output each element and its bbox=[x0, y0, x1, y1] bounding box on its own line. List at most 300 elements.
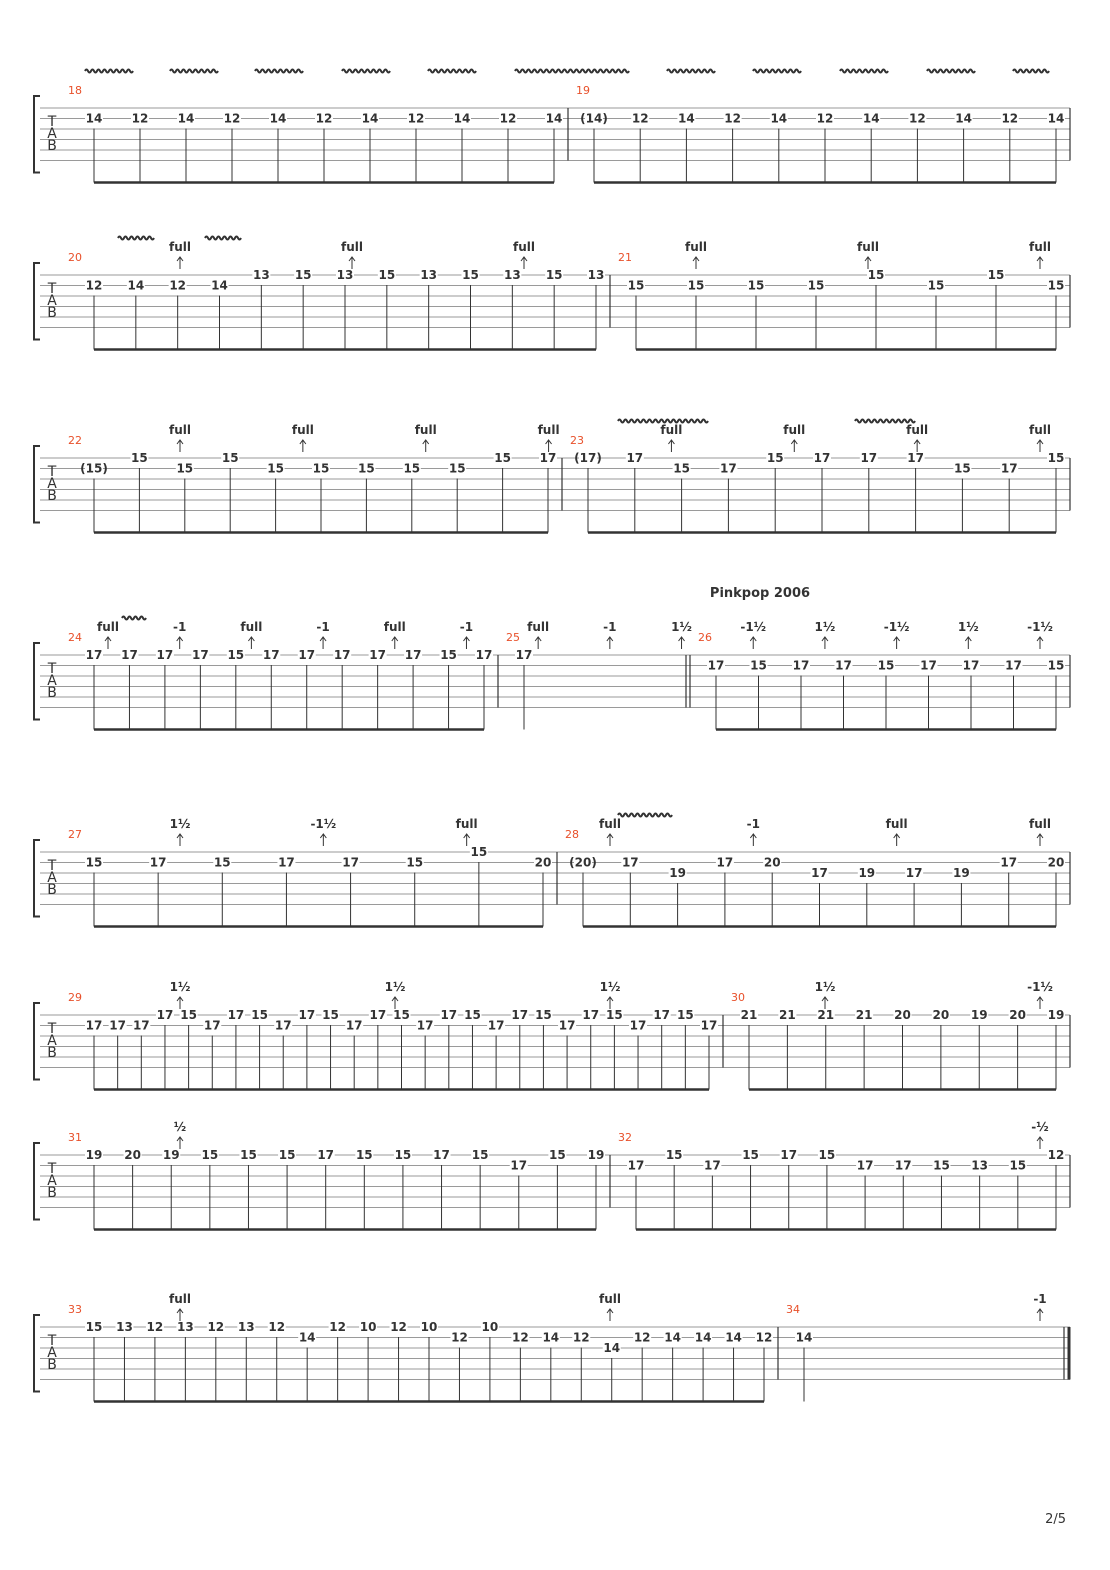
bend-label: full bbox=[906, 423, 929, 437]
fret-number: 15 bbox=[535, 1008, 552, 1022]
tab-clef-letter: B bbox=[47, 138, 57, 154]
fret-number: 12 bbox=[207, 1320, 225, 1334]
fret-number: 17 bbox=[813, 451, 831, 465]
fret-number: 14 bbox=[603, 1341, 621, 1355]
fret-number: 17 bbox=[707, 658, 725, 673]
fret-number: 15 bbox=[606, 1008, 623, 1022]
vibrato-mark bbox=[753, 70, 801, 73]
fret-number: 17 bbox=[192, 648, 209, 662]
fret-number: 12 bbox=[499, 111, 517, 126]
bend-arrow bbox=[1037, 1137, 1043, 1149]
bend-arrow bbox=[607, 637, 613, 649]
fret-number: 15 bbox=[406, 855, 424, 870]
system-bracket bbox=[34, 1003, 40, 1080]
fret-number: 13 bbox=[116, 1320, 133, 1334]
bend-label: 1½ bbox=[384, 980, 406, 994]
fret-number: (15) bbox=[80, 461, 108, 476]
fret-number: 15 bbox=[987, 268, 1005, 282]
tab-clef-letter: B bbox=[47, 882, 57, 898]
fret-number: 17 bbox=[720, 461, 737, 476]
bend-label: full bbox=[1029, 423, 1051, 437]
fret-number: 12 bbox=[169, 278, 187, 293]
bend-label: full bbox=[660, 423, 683, 437]
bend-arrow bbox=[177, 257, 183, 269]
tab-clef-letter: A bbox=[47, 1173, 57, 1189]
bend-label: 1½ bbox=[957, 620, 979, 634]
tab-clef-letter: T bbox=[47, 464, 57, 480]
bend-label: full bbox=[240, 620, 263, 634]
fret-number: 17 bbox=[317, 1148, 335, 1162]
bend-label: full bbox=[685, 240, 707, 254]
fret-number: 17 bbox=[85, 1018, 103, 1033]
bend-label: -1½ bbox=[883, 620, 910, 634]
tab-clef-letter: T bbox=[47, 1333, 57, 1349]
tab-clef-letter: B bbox=[47, 1185, 57, 1201]
fret-number: 15 bbox=[394, 1148, 412, 1162]
fret-number: 12 bbox=[1047, 1148, 1065, 1162]
bend-label: -1½ bbox=[1027, 980, 1053, 994]
fret-number: 12 bbox=[85, 278, 103, 293]
bend-label: 1½ bbox=[169, 980, 191, 994]
fret-number: 17 bbox=[298, 1008, 316, 1022]
fret-number: 14 bbox=[795, 1330, 813, 1345]
fret-number: 17 bbox=[404, 648, 422, 662]
fret-number: 15 bbox=[403, 461, 421, 476]
tab-clef-letter: T bbox=[47, 661, 57, 677]
bend-label: full bbox=[1029, 817, 1051, 831]
fret-number: 17 bbox=[558, 1018, 576, 1033]
bend-arrow bbox=[423, 440, 429, 452]
fret-number: 17 bbox=[1000, 461, 1018, 476]
tab-clef-letter: T bbox=[47, 281, 57, 297]
bar-number: 20 bbox=[68, 251, 82, 264]
fret-number: 15 bbox=[1047, 658, 1065, 673]
fret-number: 15 bbox=[933, 1158, 950, 1173]
fret-number: 17 bbox=[227, 1008, 245, 1022]
fret-number: 15 bbox=[240, 1148, 257, 1162]
fret-number: 15 bbox=[742, 1148, 759, 1162]
bar-number: 18 bbox=[68, 84, 82, 97]
fret-number: 17 bbox=[262, 648, 280, 662]
bend-label: 1½ bbox=[169, 817, 191, 831]
fret-number: 21 bbox=[740, 1008, 758, 1022]
fret-number: 15 bbox=[470, 845, 488, 859]
fret-number: 12 bbox=[223, 111, 241, 126]
fret-number: 14 bbox=[678, 111, 695, 126]
fret-number: 15 bbox=[750, 658, 767, 673]
fret-number: 12 bbox=[909, 111, 926, 126]
page-number: 2/5 bbox=[1045, 1512, 1066, 1527]
tab-system bbox=[34, 420, 1070, 533]
bend-arrow bbox=[607, 834, 613, 846]
fret-number: (14) bbox=[580, 111, 608, 126]
tab-system bbox=[34, 1120, 1070, 1230]
tab-clef-letter: A bbox=[47, 126, 57, 142]
tab-system bbox=[34, 586, 1070, 730]
bend-label: full bbox=[599, 1292, 621, 1306]
fret-number: 15 bbox=[676, 1008, 694, 1022]
fret-number: 15 bbox=[545, 268, 563, 282]
fret-number: 12 bbox=[268, 1320, 286, 1334]
fret-number: 17 bbox=[156, 648, 174, 662]
bend-arrow bbox=[668, 440, 674, 452]
fret-number: 17 bbox=[539, 451, 557, 465]
bend-arrow bbox=[300, 440, 306, 452]
fret-number: 15 bbox=[464, 1008, 481, 1022]
fret-number: 12 bbox=[512, 1330, 529, 1345]
tab-system bbox=[34, 814, 1070, 927]
fret-number: 15 bbox=[176, 461, 194, 476]
fret-number: 17 bbox=[487, 1018, 505, 1033]
fret-number: 17 bbox=[342, 855, 359, 870]
tab-clef-letter: T bbox=[47, 1021, 57, 1037]
bend-label: full bbox=[455, 817, 478, 831]
vibrato-mark bbox=[515, 70, 629, 73]
fret-number: 15 bbox=[213, 855, 231, 870]
fret-number: 13 bbox=[252, 268, 270, 282]
bend-arrow bbox=[791, 440, 797, 452]
bend-label: -1 bbox=[746, 817, 761, 831]
fret-number: 17 bbox=[716, 855, 734, 870]
bend-arrow bbox=[392, 637, 398, 649]
bend-label: full bbox=[97, 620, 119, 634]
bend-arrow bbox=[1037, 834, 1043, 846]
fret-number: 19 bbox=[1047, 1008, 1065, 1022]
tab-clef-letter: A bbox=[47, 293, 57, 309]
fret-number: 13 bbox=[177, 1320, 194, 1334]
fret-number: 17 bbox=[515, 648, 533, 662]
fret-number: 21 bbox=[779, 1008, 796, 1022]
bend-arrow bbox=[177, 440, 183, 452]
fret-number: 15 bbox=[267, 461, 284, 476]
fret-number: 14 bbox=[1047, 111, 1065, 126]
fret-number: 14 bbox=[725, 1330, 742, 1345]
bend-label: -1½ bbox=[740, 620, 767, 634]
fret-number: 14 bbox=[269, 111, 287, 126]
fret-number: 13 bbox=[336, 268, 354, 282]
fret-number: 14 bbox=[862, 111, 880, 126]
fret-number: 15 bbox=[85, 855, 103, 870]
fret-number: 17 bbox=[156, 1008, 174, 1022]
fret-number: 15 bbox=[766, 451, 784, 465]
vibrato-mark bbox=[1013, 70, 1049, 73]
tab-clef-letter: B bbox=[47, 685, 57, 701]
fret-number: 10 bbox=[359, 1320, 377, 1334]
bend-label: ½ bbox=[173, 1120, 187, 1134]
fret-number: 15 bbox=[251, 1008, 268, 1022]
fret-number: 17 bbox=[1005, 658, 1022, 673]
tab-system bbox=[34, 980, 1070, 1090]
fret-number: 17 bbox=[274, 1018, 292, 1033]
bend-label: 1½ bbox=[599, 980, 621, 994]
system-bracket bbox=[34, 1315, 40, 1392]
fret-number: 15 bbox=[393, 1008, 410, 1022]
fret-number: 14 bbox=[453, 111, 471, 126]
bend-arrow bbox=[177, 834, 183, 846]
fret-number: 12 bbox=[572, 1330, 590, 1345]
fret-number: 17 bbox=[132, 1018, 150, 1033]
fret-number: 15 bbox=[278, 1148, 296, 1162]
fret-number: 15 bbox=[673, 461, 690, 476]
system-bracket bbox=[34, 96, 40, 173]
bend-arrow bbox=[521, 257, 527, 269]
tab-clef-letter: T bbox=[47, 1161, 57, 1177]
tab-clef-letter: B bbox=[47, 488, 57, 504]
bar-number: 32 bbox=[618, 1131, 632, 1144]
vibrato-mark bbox=[840, 70, 888, 73]
fret-number: 20 bbox=[894, 1008, 911, 1022]
bend-label: full bbox=[599, 817, 621, 831]
bend-label: full bbox=[783, 423, 806, 437]
fret-number: 17 bbox=[792, 658, 810, 673]
fret-number: 14 bbox=[127, 278, 145, 293]
fret-number: 15 bbox=[355, 1148, 373, 1162]
fret-number: 12 bbox=[755, 1330, 773, 1345]
bar-number: 30 bbox=[731, 991, 745, 1004]
fret-number: 19 bbox=[669, 866, 686, 880]
bend-label: -1 bbox=[603, 620, 617, 634]
system-bracket bbox=[34, 446, 40, 523]
fret-number: 19 bbox=[85, 1148, 103, 1162]
fret-number: 17 bbox=[440, 1008, 458, 1022]
fret-number: 17 bbox=[856, 1158, 874, 1173]
bend-arrow bbox=[535, 637, 541, 649]
bend-label: -1 bbox=[459, 620, 474, 634]
bend-arrow bbox=[822, 637, 828, 649]
fret-number: 13 bbox=[237, 1320, 255, 1334]
fret-number: 14 bbox=[298, 1330, 316, 1345]
bar-number: 31 bbox=[68, 1131, 82, 1144]
bend-label: -1 bbox=[1033, 1292, 1047, 1306]
fret-number: 17 bbox=[278, 855, 295, 870]
system-bracket bbox=[34, 263, 40, 340]
fret-number: 12 bbox=[315, 111, 333, 126]
fret-number: 12 bbox=[451, 1330, 468, 1345]
tab-system bbox=[34, 1292, 1070, 1402]
bend-arrow bbox=[320, 834, 326, 846]
fret-number: 17 bbox=[920, 658, 937, 673]
fret-number: 15 bbox=[747, 278, 765, 293]
fret-number: 15 bbox=[180, 1008, 197, 1022]
fret-number: 17 bbox=[333, 648, 351, 662]
fret-number: 17 bbox=[653, 1008, 671, 1022]
fret-number: 17 bbox=[835, 658, 852, 673]
fret-number: 15 bbox=[494, 451, 511, 465]
fret-number: 17 bbox=[700, 1018, 718, 1033]
bend-arrow bbox=[248, 637, 254, 649]
fret-number: 19 bbox=[162, 1148, 180, 1162]
fret-number: 17 bbox=[109, 1018, 127, 1033]
vibrato-mark bbox=[85, 70, 133, 73]
fret-number: 14 bbox=[664, 1330, 681, 1345]
tab-clef-letter: B bbox=[47, 1045, 57, 1061]
fret-number: 12 bbox=[407, 111, 425, 126]
fret-number: 15 bbox=[1047, 278, 1065, 293]
fret-number: 17 bbox=[298, 648, 316, 662]
bend-arrow bbox=[894, 834, 900, 846]
vibrato-mark bbox=[122, 617, 146, 620]
fret-number: 17 bbox=[369, 648, 386, 662]
vibrato-mark bbox=[428, 70, 476, 73]
fret-number: 15 bbox=[807, 278, 825, 293]
fret-number: 15 bbox=[221, 451, 239, 465]
fret-number: 20 bbox=[124, 1148, 141, 1162]
fret-number: 17 bbox=[704, 1158, 721, 1173]
fret-number: 20 bbox=[1009, 1008, 1026, 1022]
bend-arrow bbox=[693, 257, 699, 269]
vibrato-mark bbox=[618, 814, 672, 817]
fret-number: (20) bbox=[569, 855, 597, 870]
bend-label: -½ bbox=[1031, 1120, 1049, 1134]
fret-number: 17 bbox=[369, 1008, 387, 1022]
bar-number: 34 bbox=[786, 1303, 800, 1316]
fret-number: 15 bbox=[227, 648, 245, 662]
fret-number: 15 bbox=[440, 648, 457, 662]
fret-number: 19 bbox=[587, 1148, 605, 1162]
fret-number: 12 bbox=[131, 111, 149, 126]
bend-arrow bbox=[1037, 1309, 1043, 1321]
fret-number: 21 bbox=[817, 1008, 835, 1022]
fret-number: 12 bbox=[633, 1330, 651, 1345]
fret-number: 15 bbox=[1009, 1158, 1027, 1173]
system-bracket bbox=[34, 643, 40, 720]
fret-number: 15 bbox=[927, 278, 945, 293]
fret-number: 17 bbox=[780, 1148, 798, 1162]
vibrato-mark bbox=[927, 70, 975, 73]
fret-number: 17 bbox=[629, 1018, 647, 1033]
bend-label: -1 bbox=[316, 620, 330, 634]
fret-number: 17 bbox=[627, 1158, 645, 1173]
fret-number: 17 bbox=[811, 866, 828, 880]
bend-arrow bbox=[1037, 257, 1043, 269]
fret-number: 20 bbox=[763, 855, 781, 870]
system-bracket bbox=[34, 1143, 40, 1220]
fret-number: 10 bbox=[481, 1320, 499, 1334]
bar-number: 23 bbox=[570, 434, 584, 447]
fret-number: 12 bbox=[329, 1320, 346, 1334]
fret-number: 14 bbox=[545, 111, 563, 126]
fret-number: 17 bbox=[907, 451, 924, 465]
fret-number: 14 bbox=[955, 111, 972, 126]
bend-label: full bbox=[414, 423, 437, 437]
fret-number: 17 bbox=[416, 1018, 434, 1033]
fret-number: 15 bbox=[448, 461, 466, 476]
tab-clef-letter: T bbox=[47, 858, 57, 874]
fret-number: 15 bbox=[322, 1008, 339, 1022]
fret-number: 15 bbox=[549, 1148, 566, 1162]
tab-clef-letter: B bbox=[47, 305, 57, 321]
fret-number: 15 bbox=[294, 268, 312, 282]
bend-arrow bbox=[464, 834, 470, 846]
fret-number: 20 bbox=[932, 1008, 950, 1022]
tab-clef-letter: A bbox=[47, 1345, 57, 1361]
bar-number: 24 bbox=[68, 631, 82, 644]
fret-number: 17 bbox=[582, 1008, 600, 1022]
bar-number: 26 bbox=[698, 631, 712, 644]
tab-clef-letter: A bbox=[47, 673, 57, 689]
fret-number: (17) bbox=[574, 451, 602, 465]
tab-clef-letter: B bbox=[47, 1357, 57, 1373]
bend-label: full bbox=[885, 817, 908, 831]
fret-number: 14 bbox=[361, 111, 379, 126]
fret-number: 17 bbox=[149, 855, 167, 870]
bar-number: 29 bbox=[68, 991, 82, 1004]
fret-number: 19 bbox=[970, 1008, 988, 1022]
bend-arrow bbox=[965, 637, 971, 649]
fret-number: 17 bbox=[121, 648, 138, 662]
fret-number: 14 bbox=[694, 1330, 712, 1345]
fret-number: 19 bbox=[858, 866, 876, 880]
fret-number: 15 bbox=[627, 278, 645, 293]
fret-number: 14 bbox=[770, 111, 788, 126]
fret-number: 12 bbox=[631, 111, 649, 126]
bend-label: -1 bbox=[173, 620, 187, 634]
fret-number: 17 bbox=[860, 451, 878, 465]
fret-number: 17 bbox=[510, 1158, 528, 1173]
vibrato-mark bbox=[255, 70, 303, 73]
fret-number: 15 bbox=[818, 1148, 836, 1162]
fret-number: 15 bbox=[131, 451, 148, 465]
fret-number: 19 bbox=[953, 866, 970, 880]
fret-number: 13 bbox=[420, 268, 438, 282]
fret-number: 13 bbox=[503, 268, 521, 282]
bend-arrow bbox=[1037, 440, 1043, 452]
system-bracket bbox=[34, 840, 40, 917]
fret-number: 15 bbox=[665, 1148, 683, 1162]
fret-number: 12 bbox=[390, 1320, 407, 1334]
vibrato-mark bbox=[170, 70, 218, 73]
fret-number: 17 bbox=[85, 648, 103, 662]
fret-number: 20 bbox=[1047, 855, 1065, 870]
fret-number: 14 bbox=[177, 111, 195, 126]
bend-arrow bbox=[750, 637, 756, 649]
tab-clef-letter: A bbox=[47, 476, 57, 492]
fret-number: 15 bbox=[471, 1148, 489, 1162]
bend-label: full bbox=[857, 240, 879, 254]
bend-label: full bbox=[1029, 240, 1051, 254]
fret-number: 21 bbox=[855, 1008, 873, 1022]
fret-number: 13 bbox=[971, 1158, 988, 1173]
bend-arrow bbox=[894, 637, 900, 649]
bend-label: 1½ bbox=[814, 980, 836, 994]
bend-arrow bbox=[463, 637, 469, 649]
fret-number: 15 bbox=[201, 1148, 219, 1162]
fret-number: 15 bbox=[1047, 451, 1065, 465]
fret-number: 17 bbox=[962, 658, 980, 673]
section-label: Pinkpop 2006 bbox=[709, 586, 811, 601]
fret-number: 15 bbox=[378, 268, 396, 282]
bend-label: -1½ bbox=[1027, 620, 1053, 634]
bend-label: full bbox=[169, 240, 191, 254]
fret-number: 20 bbox=[534, 855, 552, 870]
bar-number: 27 bbox=[68, 828, 82, 841]
fret-number: 14 bbox=[542, 1330, 560, 1345]
fret-number: 17 bbox=[433, 1148, 450, 1162]
bend-label: full bbox=[383, 620, 406, 634]
tab-clef-letter: A bbox=[47, 1033, 57, 1049]
fret-number: 17 bbox=[511, 1008, 529, 1022]
bar-number: 25 bbox=[506, 631, 520, 644]
fret-number: 17 bbox=[894, 1158, 912, 1173]
fret-number: 12 bbox=[816, 111, 834, 126]
bend-arrow bbox=[679, 637, 685, 649]
fret-number: 12 bbox=[146, 1320, 164, 1334]
tab-system bbox=[34, 70, 1070, 183]
tab-clef-letter: T bbox=[47, 114, 57, 130]
bend-label: full bbox=[291, 423, 314, 437]
vibrato-mark bbox=[118, 237, 154, 240]
fret-number: 12 bbox=[724, 111, 741, 126]
